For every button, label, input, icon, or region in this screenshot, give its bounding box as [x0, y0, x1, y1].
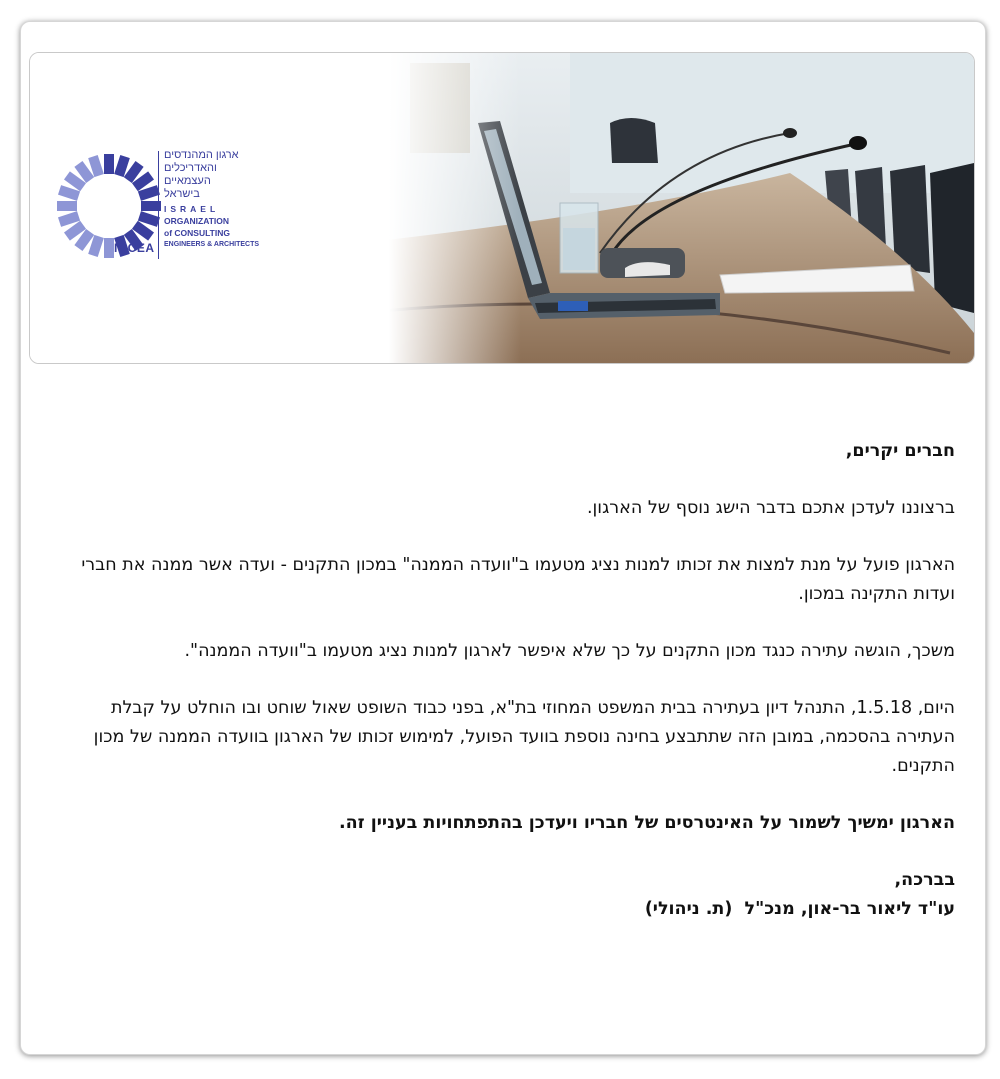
logo-english-line: of CONSULTING [164, 228, 230, 238]
logo-acronym: IOCEA [114, 241, 155, 255]
logo-hebrew-line: והאדריכלים [164, 162, 217, 174]
logo-hebrew-line: ארגון המהנדסים [164, 149, 239, 161]
logo-hebrew-line: בישראל [164, 188, 200, 200]
logo-divider [158, 151, 159, 259]
logo-english-line: ENGINEERS & ARCHITECTS [164, 241, 260, 248]
closing-statement: הארגון ימשיך לשמור על האינטרסים של חבריו ויעדכן בהתפתחויות בעניין זה. [339, 813, 955, 833]
paragraph: ברצוננו לעדכן אתכם בדבר הישג נוסף של הארגון. [586, 498, 955, 518]
logo-hebrew-text [164, 149, 264, 201]
paragraph: משכך, הוגשה עתירה כנגד מכון התקנים על כך שלא איפשר לארגון למנות נציג מטעמו ב"וועדה הממנה". [184, 641, 955, 661]
paragraph: הארגון פועל על מנת למצות את זכותו למנות נציג מטעמו ב"וועדה הממנה" במכון התקנים - ועדה אשר ממנה את חברי ועדות התקינה במכון. [81, 555, 955, 604]
logo-english-line: ISRAEL [164, 204, 220, 214]
logo-english-text [164, 203, 274, 251]
greeting: חברים יקרים, [845, 441, 955, 461]
iocea-logo [52, 149, 262, 269]
letter-body [49, 437, 955, 924]
signoff: בברכה, [894, 870, 955, 890]
paragraph: היום, 1.5.18, התנהל דיון בעתירה בבית המשפט המחוזי בת"א, בפני כבוד השופט שאול שוחט ובו הוחלט על קבלת העתירה בהסכמה, במובן הזה שתתבצע בחינה נוספת בוועד הפועל, למימוש זכותו של הארגון בוועדה הממנה של מכון התקנים. [93, 698, 955, 776]
logo-english-line: ORGANIZATION [164, 216, 230, 226]
logo-hebrew-line: העצמאיים [164, 175, 211, 187]
newsletter-card [20, 21, 986, 1055]
signature: עו"ד ליאור בר-און, מנכ"ל (ת. ניהולי) [644, 899, 955, 919]
header-banner [29, 52, 975, 364]
